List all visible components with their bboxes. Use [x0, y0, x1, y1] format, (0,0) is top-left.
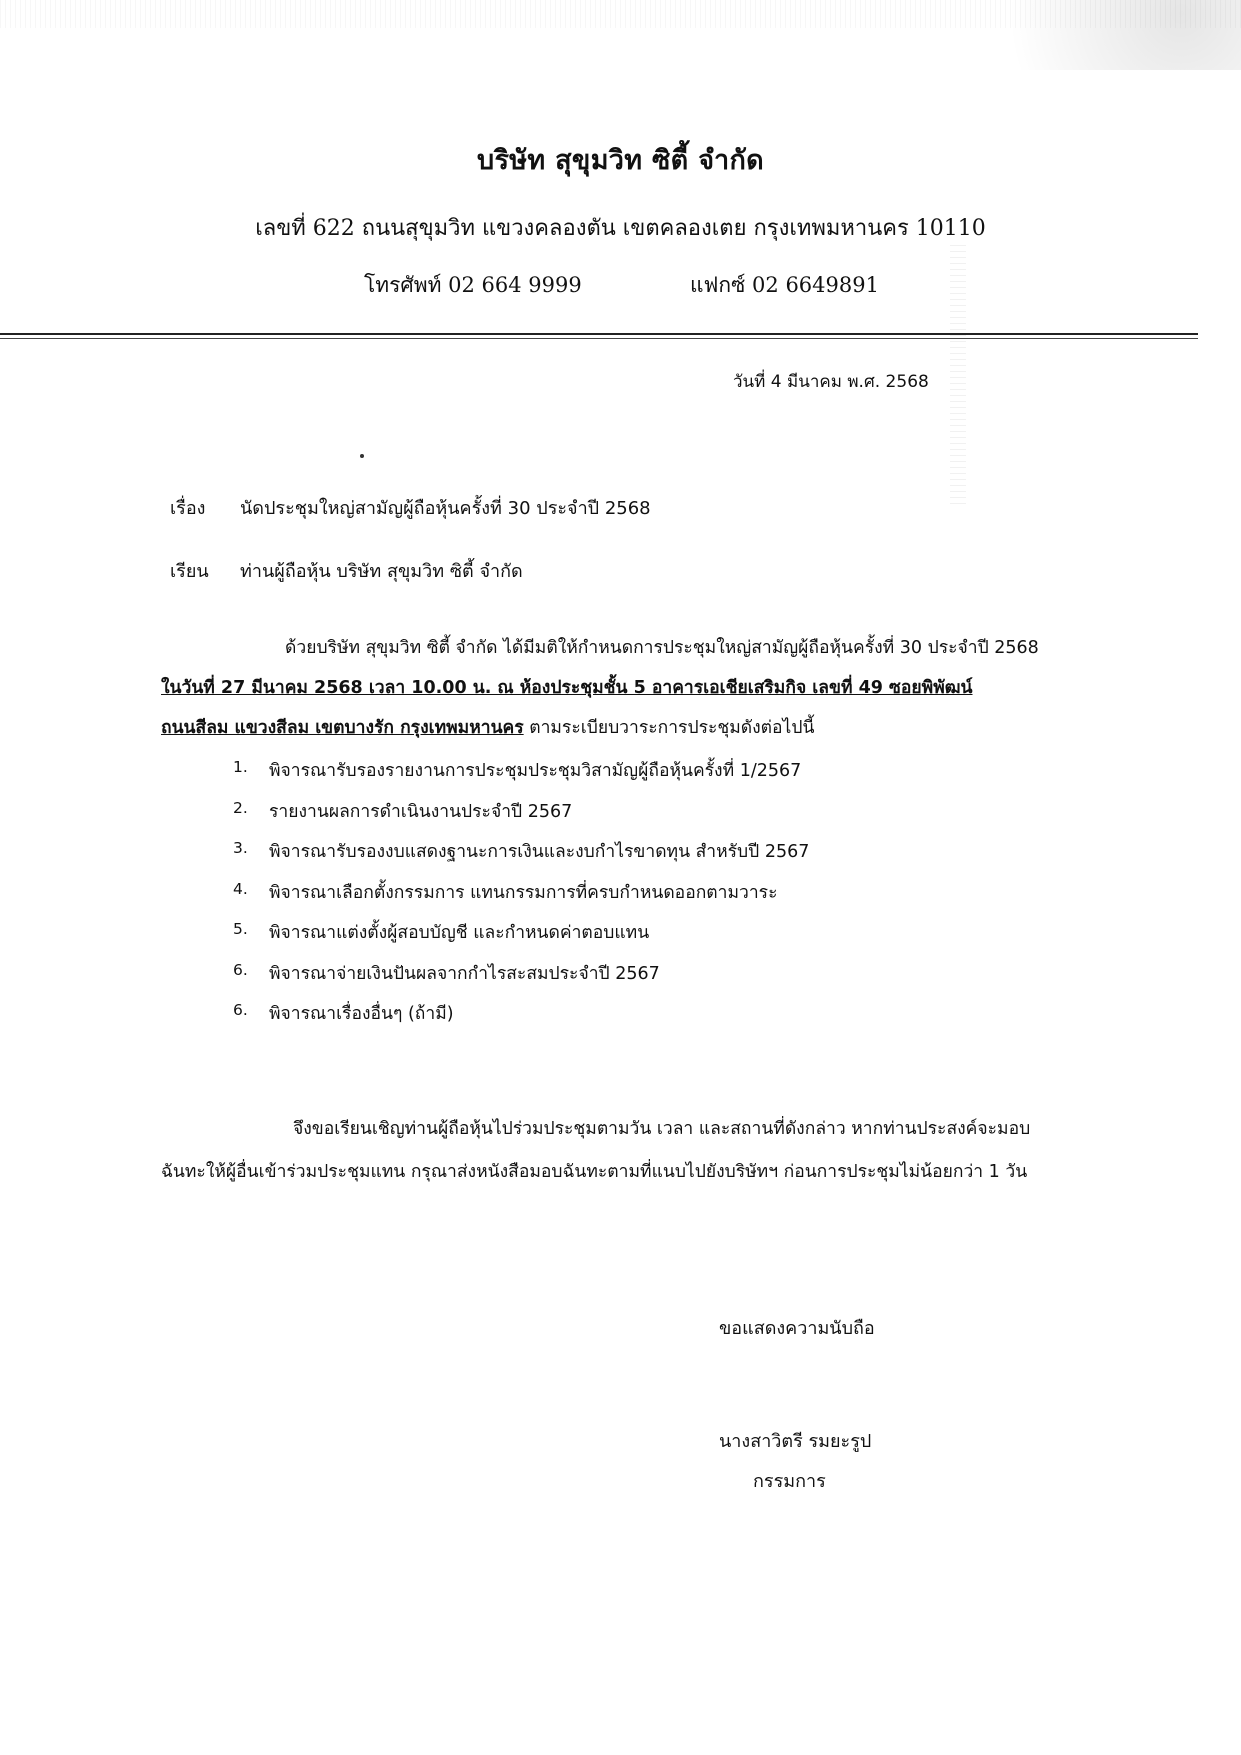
signer-name: นางสาวิตรี รมยะรูป [719, 1431, 872, 1452]
letter-date: วันที่ 4 มีนาคม พ.ศ. 2568 [733, 372, 929, 392]
agenda-text: พิจารณาจ่ายเงินปันผลจากกำไรสะสมประจำปี 2567 [269, 963, 660, 984]
subject-label: เรื่อง [170, 498, 206, 519]
company-address: เลขที่ 622 ถนนสุขุมวิท แขวงคลองตัน เขตคลองเตย กรุงเทพมหานคร 10110 [255, 216, 986, 241]
agenda-list [233, 756, 809, 1040]
agenda-item [233, 756, 809, 797]
agenda-item [233, 959, 809, 1000]
closing-salutation: ขอแสดงความนับถือ [719, 1318, 875, 1339]
letterhead-divider [0, 333, 1198, 335]
agenda-number: 6. [233, 960, 248, 979]
agenda-text: พิจารณารับรองงบแสดงฐานะการเงินและงบกำไรขาดทุน สำหรับปี 2567 [269, 842, 810, 862]
company-name: บริษัท สุขุมวิท ซิตี้ จำกัด [477, 145, 764, 176]
agenda-number: 2. [233, 798, 248, 817]
scan-noise-corner [941, 0, 1241, 70]
agenda-number: 6. [233, 1001, 248, 1019]
agenda-text: พิจารณาเลือกตั้งกรรมการ แทนกรรมการที่ครบกำหนดออกตามวาระ [269, 882, 778, 903]
agenda-text: พิจารณารับรองรายงานการประชุมประชุมวิสามัญผู้ถือหุ้นครั้งที่ 1/2567 [269, 761, 802, 781]
meeting-datetime-venue: ในวันที่ 27 มีนาคม 2568 เวลา 10.00 น. ณ ห้องประชุมชั้น 5 อาคารเอเชียเสริมกิจ เลขที่ 49 ซอยพิพัฒน์ [161, 678, 973, 698]
company-fax: แฟกซ์ 02 6649891 [690, 273, 879, 297]
subject-text: นัดประชุมใหญ่สามัญผู้ถือหุ้นครั้งที่ 30 ประจำปี 2568 [240, 498, 651, 519]
body-paragraph-2-line-2: ฉันทะให้ผู้อื่นเข้าร่วมประชุมแทน กรุณาส่งหนังสือมอบฉันทะตามที่แนบไปยังบริษัทฯ ก่อนการประชุมไม่น้อยกว่า 1 วัน [161, 1162, 1028, 1182]
agenda-number: 1. [233, 758, 248, 776]
agenda-text: พิจารณาแต่งตั้งผู้สอบบัญชี และกำหนดค่าตอบแทน [269, 923, 650, 943]
agenda-item [233, 837, 809, 878]
recipient-text: ท่านผู้ถือหุ้น บริษัท สุขุมวิท ซิตี้ จำกัด [240, 561, 523, 582]
scan-speck [360, 454, 364, 458]
company-phone: โทรศัพท์ 02 664 9999 [364, 273, 582, 297]
recipient-label: เรียน [170, 561, 209, 582]
agenda-item [233, 878, 809, 919]
agenda-item [233, 797, 809, 838]
agenda-number: 5. [233, 920, 248, 938]
scan-fold-mark [950, 245, 966, 505]
meeting-venue-address: ถนนสีลม แขวงสีลม เขตบางรัก กรุงเทพมหานคร [161, 718, 524, 738]
agenda-text: พิจารณาเรื่องอื่นๆ (ถ้ามี) [269, 1004, 454, 1024]
agenda-number: 4. [233, 879, 248, 898]
agenda-item [233, 918, 809, 959]
agenda-intro: ตามระเบียบวาระการประชุมดังต่อไปนี้ [523, 718, 815, 738]
agenda-number: 3. [233, 839, 248, 857]
agenda-text: รายงานผลการดำเนินงานประจำปี 2567 [269, 801, 573, 822]
agenda-item [233, 999, 809, 1040]
body-paragraph-1-line-1: ด้วยบริษัท สุขุมวิท ซิตี้ จำกัด ได้มีมติให้กำหนดการประชุมใหญ่สามัญผู้ถือหุ้นครั้งที่ 30 ประจำปี 2568 [285, 638, 1039, 658]
body-paragraph-2-line-1: จึงขอเรียนเชิญท่านผู้ถือหุ้นไปร่วมประชุมตามวัน เวลา และสถานที่ดังกล่าว หากท่านประสงค์จะมอบ [293, 1119, 1031, 1139]
letterhead-divider-thin [0, 338, 1198, 339]
body-paragraph-1-line-3 [161, 713, 814, 741]
signer-title: กรรมการ [753, 1471, 826, 1492]
